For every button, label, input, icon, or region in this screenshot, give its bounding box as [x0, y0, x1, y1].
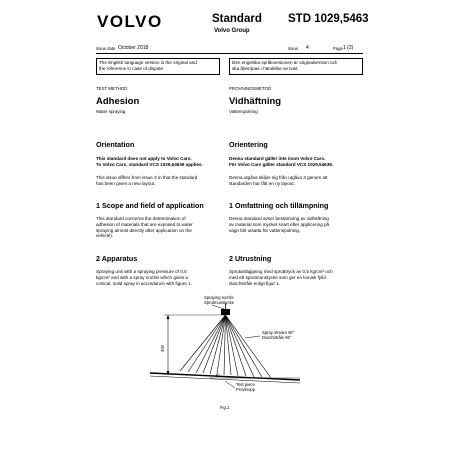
scope-text-sv	[229, 216, 329, 233]
volvo-logo: VOLVO	[97, 12, 163, 31]
issue-date-value: October 2018	[118, 45, 149, 51]
scope-text-sv-line-2: av material som mycket snart efter applicering på	[229, 221, 330, 227]
notice-en-line-2: the reference in case of dispute.	[99, 65, 165, 71]
test-piece-label-sv: Provkropp	[236, 387, 256, 392]
apparatus-text-sv-line-1: Sprutanläggning med sprutttryck av 0,5 kg/cm² och	[229, 269, 333, 274]
spray-figure	[140, 293, 320, 398]
scope-text-en-line-1: This standard concerns the determination of	[96, 216, 186, 221]
orientation-text-sv-line-2: standarden har fått en ny layout.	[229, 180, 295, 186]
notice-sv-line-2: ska åberopas i händelse av tvist.	[232, 65, 299, 71]
notice-box-en	[96, 58, 220, 75]
orientation-note-en-line-2: To Volvo Cars, standard VCS 1029,54639 applies.	[96, 161, 203, 167]
orientation-text-en-line-1: This issue differs from issue 3 in that the standard	[96, 175, 198, 180]
orientation-text-en	[96, 175, 197, 187]
scope-text-en-line-3: spraying almost directly after application on the	[96, 227, 192, 233]
nozzle-label-en: Spraying nozzle	[204, 295, 234, 300]
scope-heading-sv: 1 Omfattning och tillämpning	[229, 201, 329, 210]
apparatus-heading-sv: 2 Utrustning	[229, 254, 272, 263]
scope-text-en-line-2: adhesion of materials that are exposed to water	[96, 221, 193, 227]
scope-text-en	[96, 216, 193, 239]
method-subtitle-sv: Vattenspolning	[229, 109, 258, 114]
orientation-text-sv	[229, 175, 328, 187]
height-dimension-label: 300	[160, 345, 165, 352]
apparatus-text-en	[96, 269, 192, 286]
notice-box-sv	[229, 58, 363, 75]
orientation-text-en-line-2: has been given a new layout.	[96, 180, 156, 186]
nozzle-label-sv: Sprutmunstycke	[204, 300, 235, 305]
apparatus-text-en-line-2: kg/cm² and with a spray nozzle which gives a	[96, 274, 188, 280]
orientation-text-sv-line-1: Denna utgåva skiljer sig från utgåva 3 genom att	[229, 175, 328, 180]
orientation-note-sv	[229, 156, 333, 168]
page-label: Page	[333, 46, 343, 51]
method-title-sv: Vidhäftning	[229, 96, 282, 107]
apparatus-text-sv-line-2: med ett sprutmunstycke som ger en konisk fylld	[229, 274, 326, 280]
page-value: 1 (2)	[343, 45, 354, 51]
test-method-label: TEST METHOD	[96, 86, 128, 91]
apparatus-text-sv	[229, 269, 333, 286]
spray-cone	[180, 315, 271, 378]
issue-value: 4	[306, 45, 309, 51]
standard-number: STD 1029,5463	[288, 13, 369, 25]
orientation-note-en-line-1: This standard does not apply to Volvo Cars.	[96, 156, 192, 161]
test-piece	[150, 373, 300, 380]
orientation-note-sv-line-2: För Volvo Cars gäller standard VCS 1029,54639.	[229, 161, 334, 167]
apparatus-text-en-line-3: conical, solid spray in accordance with figure 1.	[96, 280, 193, 286]
spraying-nozzle-icon	[221, 309, 230, 315]
scope-heading-en: 1 Scope and field of application	[96, 201, 204, 210]
scope-text-sv-line-3: vagn blir utsatta för vattenspolning.	[229, 227, 301, 233]
scope-text-en-line-4: vehicle).	[96, 233, 114, 239]
orientation-note-en	[96, 156, 203, 168]
issue-date-label: Issue date	[96, 46, 116, 51]
method-title-en: Adhesion	[96, 96, 140, 107]
angle-label: 5°	[216, 373, 221, 378]
issue-label: Issue	[288, 46, 299, 51]
scope-text-sv-line-1: Denna standard avser bestämning av vidhäftning	[229, 216, 329, 221]
provningsmetod-label: PROVNINGSMETOD	[229, 86, 272, 91]
standard-title: Standard	[212, 13, 262, 25]
notice-en-line-1: The English language version is the original and	[99, 60, 197, 65]
spray-stream-label-sv: Duschstråle 90°	[262, 335, 292, 340]
figure-caption: Fig.1	[220, 405, 230, 410]
standard-subtitle: Volvo Group	[214, 28, 250, 34]
apparatus-text-sv-line-3: duschstråle enligt figur 1.	[229, 280, 281, 286]
header-divider	[96, 53, 363, 54]
apparatus-text-en-line-1: Spraying unit with a spraying pressure of 0,5	[96, 269, 187, 274]
orientation-heading-en: Orientation	[96, 140, 135, 149]
test-piece-label-en: Test piece	[236, 382, 255, 387]
spray-stream-label-en: Spray stream 90°	[262, 330, 295, 335]
method-subtitle-en: Water spraying	[96, 109, 126, 114]
orientation-heading-sv: Orientering	[229, 140, 268, 149]
orientation-note-sv-line-1: Denna standard gäller inte inom Volvo Cars.	[229, 156, 326, 161]
notice-sv-line-1: Den engelska språkversionen är originalversion och	[232, 60, 338, 65]
apparatus-heading-en: 2 Apparatus	[96, 254, 138, 263]
